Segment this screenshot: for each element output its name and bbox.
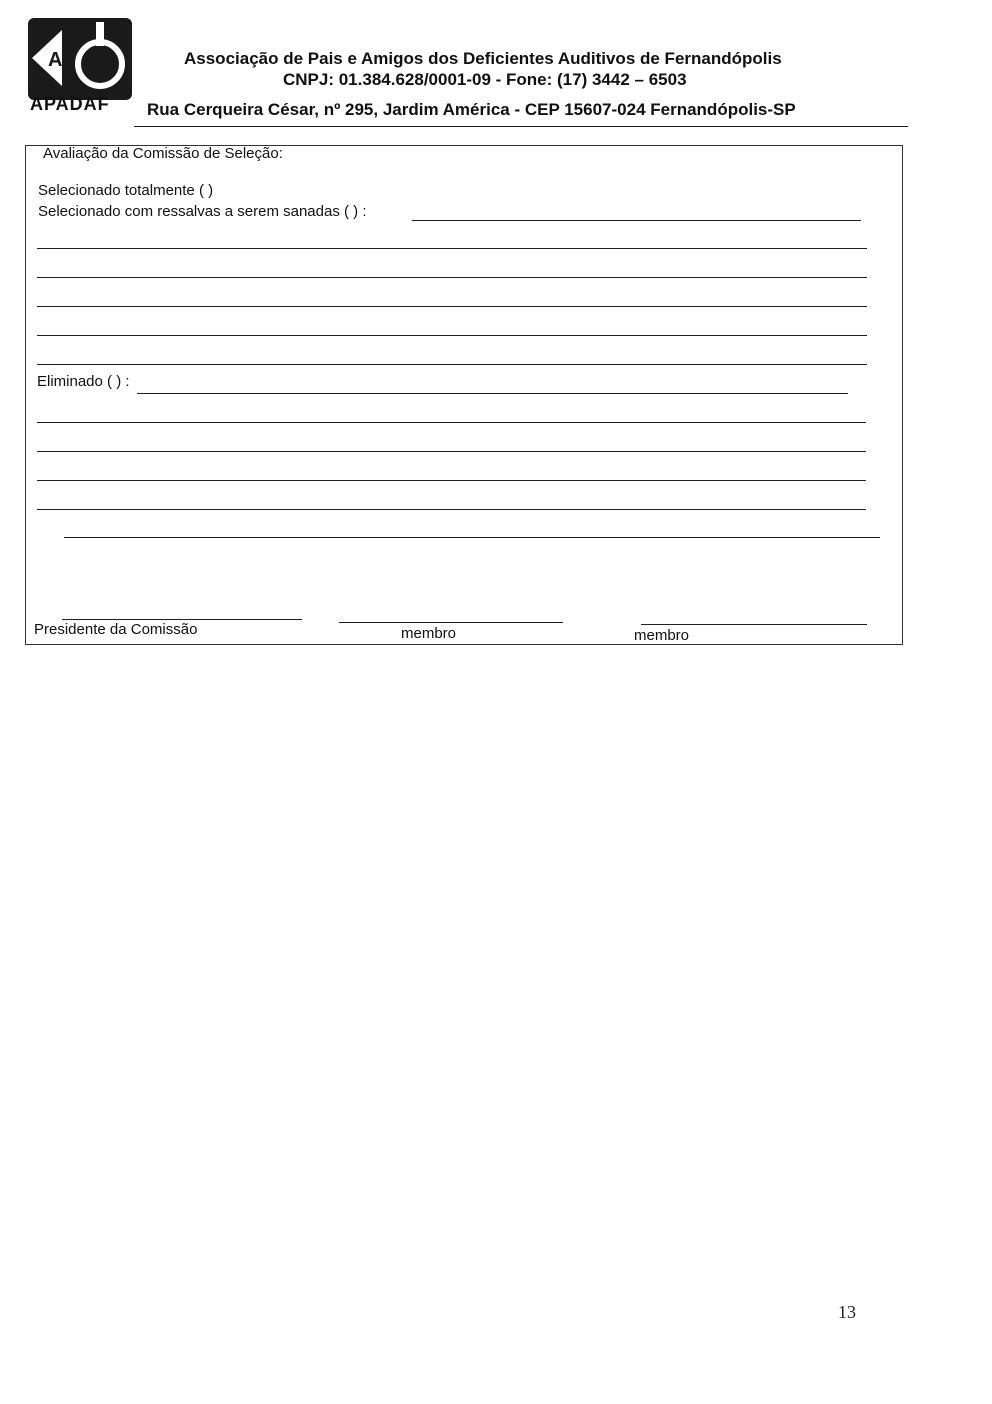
- reservations-line[interactable]: [37, 248, 867, 249]
- address: Rua Cerqueira César, nº 295, Jardim América - CEP 15607-024 Fernandópolis-SP: [147, 100, 796, 119]
- logo-text: APADAF: [30, 94, 110, 114]
- signature-line-member-1[interactable]: [339, 622, 563, 623]
- elimination-line[interactable]: [137, 393, 848, 394]
- elimination-line[interactable]: [64, 537, 880, 538]
- signature-label-member-1: membro: [401, 625, 457, 642]
- signature-label-president: Presidente da Comissão: [34, 621, 198, 638]
- organization-name: Associação de Pais e Amigos dos Deficientes Auditivos de Fernandópolis: [184, 49, 782, 68]
- option-eliminated[interactable]: Eliminado ( ) :: [37, 373, 130, 390]
- elimination-line[interactable]: [37, 480, 866, 481]
- reservations-line[interactable]: [37, 306, 867, 307]
- option-selected-total[interactable]: Selecionado totalmente ( ): [38, 182, 214, 199]
- reservations-line[interactable]: [37, 335, 867, 336]
- page-number: 13: [838, 1302, 856, 1322]
- header-divider: [134, 126, 908, 127]
- cnpj-phone: CNPJ: 01.384.628/0001-09 - Fone: (17) 3442 – 6503: [283, 70, 687, 89]
- reservations-line[interactable]: [412, 220, 861, 221]
- elimination-line[interactable]: [37, 451, 866, 452]
- signature-line-member-2[interactable]: [641, 624, 867, 625]
- signature-line-president[interactable]: [62, 619, 302, 620]
- elimination-line[interactable]: [37, 509, 866, 510]
- reservations-line[interactable]: [37, 364, 867, 365]
- signature-label-member-2: membro: [634, 627, 690, 644]
- reservations-line[interactable]: [37, 277, 867, 278]
- option-selected-with-reservations[interactable]: Selecionado com ressalvas a serem sanadas ( ) :: [38, 203, 367, 220]
- elimination-line[interactable]: [37, 422, 866, 423]
- form-title: Avaliação da Comissão de Seleção:: [43, 145, 283, 162]
- svg-text:A: A: [48, 49, 63, 71]
